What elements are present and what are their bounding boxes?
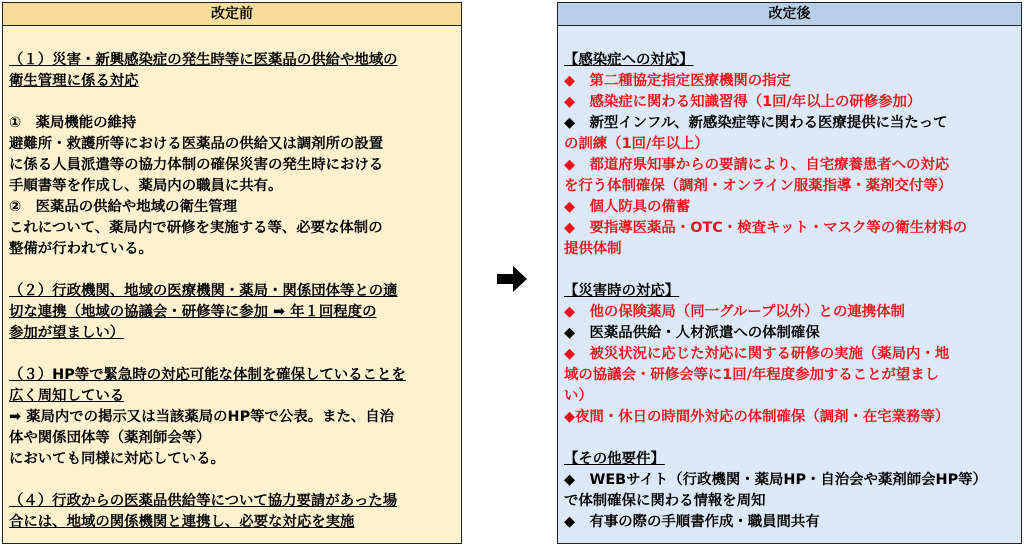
left-text-line: （１）災害・新興感染症の発生時等に医薬品の供給や地域の (9, 52, 398, 68)
right-text-line: ◆ 都道府県知事からの要請により、自宅療養患者への対応 (564, 157, 950, 173)
left-text-line: 参加が望ましい） (9, 325, 125, 341)
right-text-line: ◆ 個人防具の備蓄 (564, 199, 691, 215)
right-text-line: 【感染症への対応】 (564, 52, 694, 68)
left-text-line: これについて、薬局内で研修を実施する等、必要な体制の (9, 220, 383, 236)
right-text-line: 提供体制 (564, 241, 622, 257)
after-revision-panel (557, 2, 1022, 544)
left-text-line: 衛生管理に係る対応 (9, 73, 139, 89)
right-text-line: 【その他要件】 (564, 451, 665, 467)
right-text-line: い） (564, 388, 593, 404)
right-text-line: ◆ 医薬品供給・人材派遣への体制確保 (564, 325, 820, 341)
right-text-line: ◆ WEBサイト（行政機関・薬局HP・自治会や薬剤師会HP等） (564, 472, 987, 488)
left-text-line: に係る人員派遣等の協力体制の確保災害の発生時における (9, 157, 384, 173)
right-text-line: ◆ 第二種協定指定医療機関の指定 (564, 73, 791, 89)
left-text-line: 広く周知している (9, 388, 125, 404)
blank-line (9, 470, 455, 491)
blank-line (564, 260, 1015, 281)
left-text-line: （３）HP等で緊急時の対応可能な体制を確保していることを (9, 367, 406, 383)
right-text-line: で体制確保に関わる情報を周知 (564, 493, 766, 509)
right-text-line: ◆ 感染症に関わる知識習得（1回/年以上の研修参加） (564, 94, 922, 110)
left-text-line: ➡ 薬局内での掲示又は当該薬局のHP等で公表。また、自治 (9, 409, 395, 425)
blank-line (564, 428, 1015, 449)
right-text-line: の訓練（1回/年以上） (564, 136, 709, 152)
before-revision-body (3, 26, 461, 533)
right-text-line: を行う体制確保（調剤・オンライン服薬指導・薬剤交付等） (564, 178, 953, 194)
left-text-line: 体や関係団体等（薬剤師会等） (9, 430, 211, 446)
left-text-line: においても同様に対応している。 (9, 451, 225, 467)
blank-line (9, 344, 455, 365)
right-text-line: ◆夜間・休日の時間外対応の体制確保（調剤・在宅業務等） (564, 409, 950, 425)
left-text-line: 切な連携（地域の協議会・研修等に参加 ➡ 年１回程度の (9, 304, 377, 320)
before-revision-header: 改定前 (3, 3, 461, 26)
left-text-line: （２）行政機関、地域の医療機関・薬局・関係団体等との適 (9, 283, 398, 299)
before-revision-panel (2, 2, 462, 544)
right-arrow-icon (497, 266, 527, 292)
after-revision-body (558, 26, 1021, 533)
left-text-line: ① 薬局機能の維持 (9, 115, 137, 131)
right-text-line: ◆ 有事の際の手順書作成・職員間共有 (564, 514, 820, 530)
left-text-line: 避難所・救護所等における医薬品の供給又は調剤所の設置 (9, 136, 384, 152)
right-text-line: 【災害時の対応】 (564, 283, 680, 299)
left-text-line: （４）行政からの医薬品供給等について協力要請があった場 (9, 493, 398, 509)
left-text-line: 合には、地域の関係機関と連携し、必要な対応を実施 (9, 514, 355, 530)
right-text-line: ◆ 他の保険薬局（同一グループ以外）との連携体制 (564, 304, 905, 320)
blank-line (9, 92, 455, 113)
left-text-line: ② 医薬品の供給や地域の衛生管理 (9, 199, 238, 215)
right-text-line: 域の協議会・研修会等に1回/年程度参加することが望まし (564, 367, 940, 383)
right-text-line: ◆ 要指導医薬品・OTC・検査キット・マスク等の衛生材料の (564, 220, 968, 236)
right-text-line: ◆ 被災状況に応じた対応に関する研修の実施（薬局内・地 (564, 346, 950, 362)
blank-line (9, 260, 455, 281)
left-text-line: 手順書等を作成し、薬局内の職員に共有。 (9, 178, 283, 194)
right-text-line: ◆ 新型インフル、新感染症等に関わる医療提供に当たって (564, 115, 948, 131)
after-revision-header: 改定後 (558, 3, 1021, 26)
left-text-line: 整備が行われている。 (9, 241, 153, 257)
